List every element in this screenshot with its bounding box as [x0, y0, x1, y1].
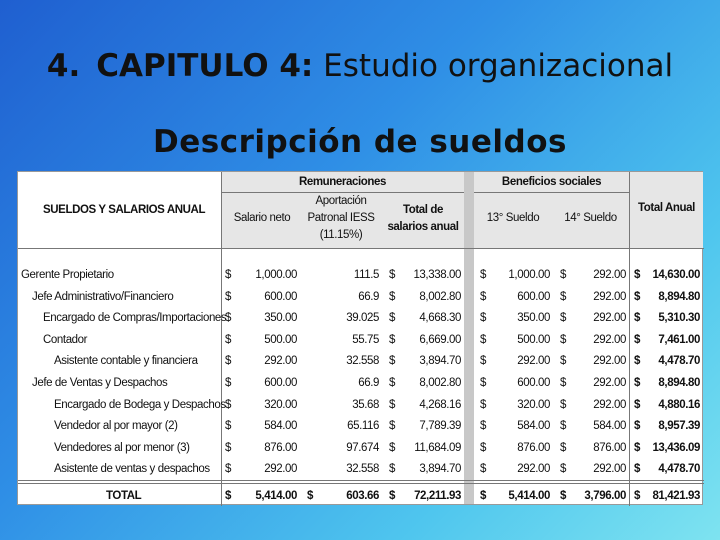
- cell-total_sal: 13,338.00: [413, 269, 461, 281]
- cell-aport: 39.025: [346, 312, 379, 325]
- table-row: [18, 330, 704, 352]
- currency-sign: $: [560, 269, 566, 281]
- total-aport: 603.66: [346, 490, 379, 502]
- row-name: Encargado de Compras/Importaciones: [43, 312, 227, 325]
- currency-sign: $: [225, 490, 231, 502]
- cell-total: 4,478.70: [658, 463, 700, 476]
- cell-total_sal: 8,002.80: [419, 290, 461, 303]
- cell-salario: 600.00: [264, 290, 297, 303]
- cell-total: 4,880.16: [658, 398, 700, 411]
- currency-sign: $: [225, 355, 231, 368]
- col-13-sueldo: 13° Sueldo: [486, 212, 540, 224]
- cell-aport: 55.75: [352, 333, 379, 346]
- currency-sign: $: [560, 290, 566, 303]
- cell-total: 7,461.00: [658, 333, 700, 346]
- currency-sign: $: [225, 333, 231, 346]
- currency-sign: $: [634, 312, 640, 325]
- row-name: Asistente contable y financiera: [54, 355, 198, 368]
- total-salario: 5,414.00: [255, 490, 297, 502]
- row-name: Contador: [43, 333, 88, 346]
- currency-sign: $: [634, 398, 640, 411]
- table-row: [18, 416, 704, 438]
- cell-d14: 292.00: [593, 355, 626, 368]
- currency-sign: $: [225, 398, 231, 411]
- cell-total: 8,957.39: [658, 420, 700, 433]
- currency-sign: $: [560, 377, 566, 389]
- col-aportacion-line2: Patronal IESS: [307, 212, 375, 224]
- col-total-salarios-line1: Total de: [402, 204, 444, 216]
- total-d13: 5,414.00: [508, 490, 550, 502]
- table-row: [18, 395, 704, 417]
- currency-sign: $: [389, 490, 395, 502]
- cell-d14: 292.00: [593, 333, 626, 346]
- currency-sign: $: [560, 490, 566, 502]
- cell-d14: 292.00: [593, 377, 626, 389]
- currency-sign: $: [560, 441, 566, 454]
- cell-aport: 35.68: [352, 398, 379, 411]
- cell-total: 5,310.30: [658, 312, 700, 325]
- currency-sign: $: [389, 441, 395, 454]
- cell-salario: 292.00: [264, 355, 297, 368]
- currency-sign: $: [480, 269, 486, 281]
- currency-sign: $: [389, 355, 395, 368]
- col-total-anual: Total Anual: [638, 202, 695, 214]
- currency-sign: $: [560, 463, 566, 476]
- currency-sign: $: [560, 355, 566, 368]
- cell-d13: 584.00: [517, 420, 550, 433]
- col-aportacion-line3: (11.15%): [319, 229, 363, 241]
- cell-d13: 292.00: [517, 355, 550, 368]
- cell-d14: 292.00: [593, 398, 626, 411]
- col-total-salarios-line2: salarios anual: [387, 221, 459, 233]
- currency-sign: $: [389, 269, 395, 281]
- currency-sign: $: [480, 290, 486, 303]
- cell-d13: 876.00: [517, 441, 550, 454]
- total-row: [18, 486, 704, 508]
- cell-salario: 500.00: [264, 333, 297, 346]
- col-aportacion-line1: Aportación: [315, 195, 367, 207]
- total-label: TOTAL: [106, 490, 142, 502]
- row-name: Vendedor al por mayor (2): [54, 420, 178, 433]
- cell-total_sal: 11,684.09: [414, 441, 461, 454]
- cell-d14: 292.00: [593, 463, 626, 476]
- table-row: [18, 373, 704, 395]
- currency-sign: $: [389, 420, 395, 433]
- cell-d14: 292.00: [593, 312, 626, 325]
- cell-salario: 350.00: [264, 312, 297, 325]
- cell-d14: 584.00: [593, 420, 626, 433]
- cell-aport: 65.116: [347, 420, 379, 433]
- currency-sign: $: [480, 420, 486, 433]
- currency-sign: $: [634, 355, 640, 368]
- header-bottom-line: [18, 248, 704, 249]
- table-row: [18, 459, 704, 481]
- currency-sign: $: [480, 463, 486, 476]
- cell-total: 13,436.09: [652, 441, 700, 454]
- table-row: [18, 308, 704, 330]
- currency-sign: $: [560, 398, 566, 411]
- total-d14: 3,796.00: [584, 490, 626, 502]
- col-14-sueldo: 14° Sueldo: [564, 212, 617, 224]
- currency-sign: $: [389, 333, 395, 346]
- table-row: [18, 265, 704, 287]
- cell-d13: 350.00: [517, 312, 550, 325]
- cell-salario: 1,000.00: [255, 269, 297, 281]
- currency-sign: $: [225, 377, 231, 389]
- currency-sign: $: [225, 420, 231, 433]
- slide-title: [0, 48, 720, 84]
- corner-label: SUELDOS Y SALARIOS ANUAL: [43, 204, 206, 216]
- cell-salario: 320.00: [264, 398, 297, 411]
- title-chapter: CAPITULO 4:: [96, 48, 314, 84]
- total-total: 81,421.93: [652, 490, 700, 502]
- cell-d14: 292.00: [593, 290, 626, 303]
- cell-aport: 66.9: [358, 290, 379, 303]
- group-remuneraciones: Remuneraciones: [298, 176, 387, 188]
- currency-sign: $: [634, 463, 640, 476]
- cell-salario: 600.00: [264, 377, 297, 389]
- slide-number: 4.: [46, 48, 81, 84]
- currency-sign: $: [634, 377, 640, 389]
- currency-sign: $: [307, 490, 313, 502]
- cell-aport: 32.558: [346, 463, 379, 476]
- slide-subtitle: Descripción de sueldos: [153, 124, 567, 160]
- row-name: Vendedores al por menor (3): [54, 441, 190, 454]
- cell-d13: 500.00: [517, 333, 550, 346]
- currency-sign: $: [389, 398, 395, 411]
- cell-salario: 876.00: [264, 441, 297, 454]
- currency-sign: $: [634, 333, 640, 346]
- cell-total_sal: 7,789.39: [419, 420, 461, 433]
- cell-total_sal: 8,002.80: [419, 377, 461, 389]
- header-divider: [474, 192, 629, 193]
- cell-total_sal: 4,268.16: [419, 398, 461, 411]
- cell-aport: 32.558: [346, 355, 379, 368]
- currency-sign: $: [225, 312, 231, 325]
- cell-d14: 876.00: [593, 441, 626, 454]
- cell-d13: 1,000.00: [508, 269, 550, 281]
- cell-aport: 111.5: [353, 269, 379, 281]
- header-divider: [221, 192, 464, 193]
- cell-aport: 97.674: [346, 441, 379, 454]
- currency-sign: $: [560, 420, 566, 433]
- table-row: [18, 287, 704, 309]
- currency-sign: $: [225, 463, 231, 476]
- cell-total_sal: 4,668.30: [419, 312, 461, 325]
- currency-sign: $: [634, 441, 640, 454]
- currency-sign: $: [389, 377, 395, 389]
- table-row: [18, 351, 704, 373]
- currency-sign: $: [634, 420, 640, 433]
- currency-sign: $: [480, 312, 486, 325]
- cell-d13: 600.00: [517, 377, 550, 389]
- row-name: Jefe de Ventas y Despachos: [32, 377, 168, 389]
- total-total_sal: 72,211.93: [414, 490, 461, 502]
- cell-d13: 292.00: [517, 463, 550, 476]
- salary-table: [17, 171, 703, 505]
- currency-sign: $: [389, 312, 395, 325]
- group-beneficios: Beneficios sociales: [501, 176, 602, 188]
- cell-total_sal: 6,669.00: [419, 333, 461, 346]
- row-name: Gerente Propietario: [21, 269, 114, 281]
- cell-d13: 600.00: [517, 290, 550, 303]
- currency-sign: $: [634, 290, 640, 303]
- currency-sign: $: [480, 398, 486, 411]
- cell-total_sal: 3,894.70: [419, 463, 461, 476]
- cell-total: 4,478.70: [658, 355, 700, 368]
- cell-d14: 292.00: [593, 269, 626, 281]
- currency-sign: $: [389, 463, 395, 476]
- cell-aport: 66.9: [358, 377, 379, 389]
- currency-sign: $: [225, 269, 231, 281]
- cell-total: 8,894.80: [658, 377, 700, 389]
- cell-total: 8,894.80: [658, 290, 700, 303]
- row-name: Jefe Administrativo/Financiero: [32, 290, 174, 303]
- currency-sign: $: [480, 355, 486, 368]
- currency-sign: $: [480, 490, 486, 502]
- currency-sign: $: [480, 441, 486, 454]
- row-name: Asistente de ventas y despachos: [54, 463, 210, 476]
- cell-salario: 584.00: [264, 420, 297, 433]
- currency-sign: $: [225, 441, 231, 454]
- currency-sign: $: [225, 290, 231, 303]
- currency-sign: $: [389, 290, 395, 303]
- cell-total_sal: 3,894.70: [419, 355, 461, 368]
- table-row: [18, 438, 704, 460]
- currency-sign: $: [560, 333, 566, 346]
- title-topic: Estudio organizacional: [313, 48, 674, 84]
- col-salario-neto: Salario neto: [233, 212, 291, 224]
- cell-d13: 320.00: [517, 398, 550, 411]
- row-name: Encargado de Bodega y Despachos: [54, 398, 226, 411]
- currency-sign: $: [634, 269, 640, 281]
- currency-sign: $: [560, 312, 566, 325]
- cell-total: 14,630.00: [652, 269, 700, 281]
- currency-sign: $: [480, 377, 486, 389]
- currency-sign: $: [480, 333, 486, 346]
- cell-salario: 292.00: [264, 463, 297, 476]
- total-line: [18, 483, 704, 484]
- currency-sign: $: [634, 490, 640, 502]
